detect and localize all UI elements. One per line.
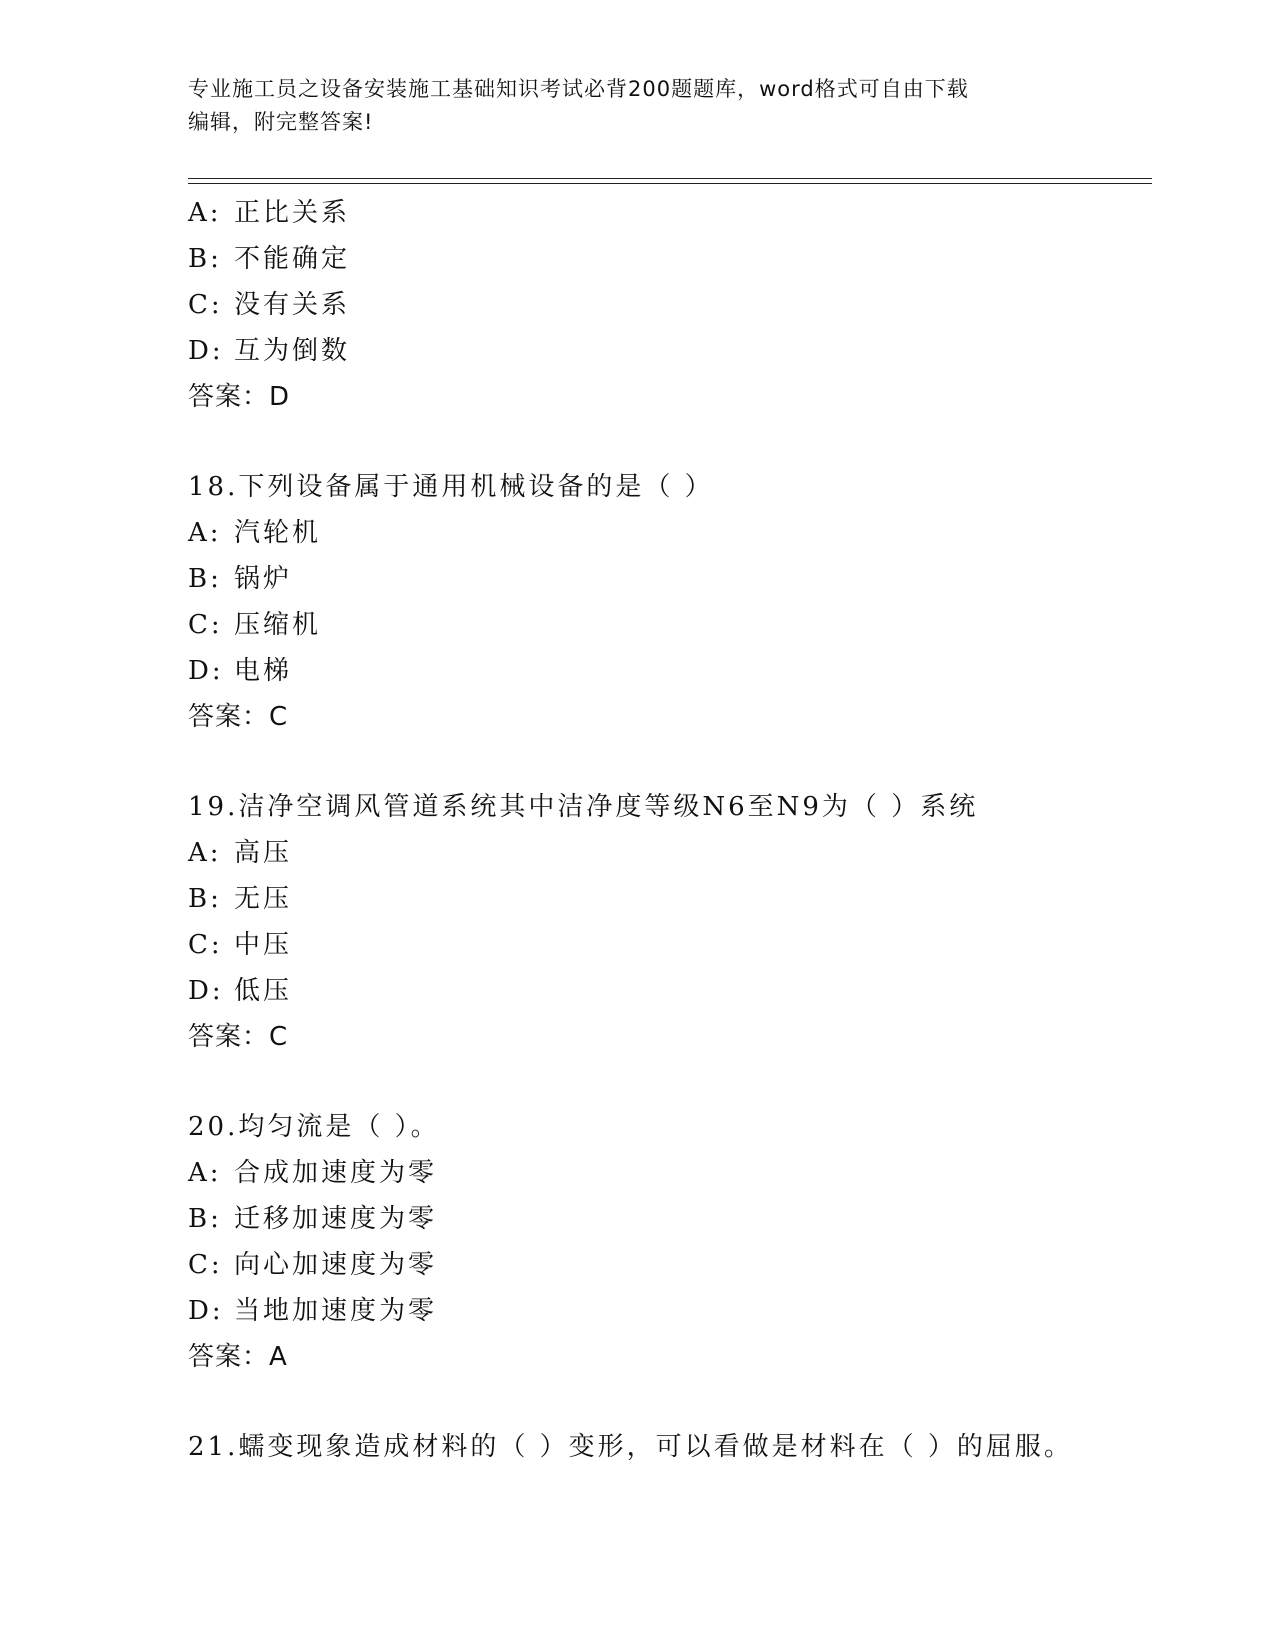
question-block-17 [188, 190, 1148, 420]
option-d: D: 当地加速度为零 [188, 1296, 438, 1326]
question-block-19 [188, 784, 1148, 1060]
option-b: B: 无压 [188, 884, 293, 914]
option-d: D: 互为倒数 [188, 336, 351, 366]
spacer [188, 1380, 1148, 1424]
question-text: 20.均匀流是（ ）。 [188, 1112, 440, 1142]
option-a: A: 高压 [188, 838, 293, 868]
answer: 答案：C [188, 702, 289, 732]
option-d: D: 电梯 [188, 656, 293, 686]
option-c: C: 向心加速度为零 [188, 1250, 438, 1280]
header-line-2: 编辑，附完整答案! [188, 110, 374, 134]
spacer [188, 740, 1148, 784]
option-b: B: 不能确定 [188, 244, 351, 274]
option-b: B: 迁移加速度为零 [188, 1204, 438, 1234]
question-list [188, 190, 1148, 1470]
spacer [188, 420, 1148, 464]
option-d: D: 低压 [188, 976, 293, 1006]
option-c: C: 中压 [188, 930, 293, 960]
option-c: C: 没有关系 [188, 290, 351, 320]
question-block-20 [188, 1104, 1148, 1380]
answer: 答案：D [188, 382, 291, 412]
header-divider-bottom [188, 183, 1152, 184]
question-block-21 [188, 1424, 1148, 1470]
question-block-18 [188, 464, 1148, 740]
option-b: B: 锅炉 [188, 564, 293, 594]
header-divider-top [188, 178, 1152, 179]
option-a: A: 正比关系 [188, 198, 351, 228]
spacer [188, 1060, 1148, 1104]
question-text: 21.蠕变现象造成材料的（ ）变形，可以看做是材料在（ ）的屈服。 [188, 1432, 1073, 1462]
header-line-1: 专业施工员之设备安装施工基础知识考试必背200题题库，word格式可自由下载 [188, 77, 969, 101]
question-text: 19.洁净空调风管道系统其中洁净度等级N6至N9为（ ）系统 [188, 792, 979, 822]
document-header [188, 73, 1088, 139]
option-a: A: 汽轮机 [188, 518, 322, 548]
option-c: C: 压缩机 [188, 610, 322, 640]
answer: 答案：A [188, 1342, 288, 1372]
answer: 答案：C [188, 1022, 289, 1052]
question-text: 18.下列设备属于通用机械设备的是（ ） [188, 472, 714, 502]
option-a: A: 合成加速度为零 [188, 1158, 438, 1188]
